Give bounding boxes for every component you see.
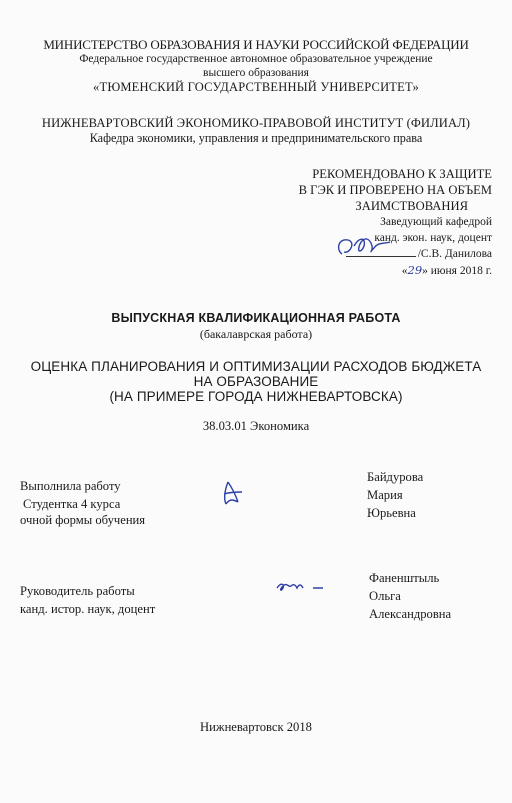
topic-line-2: НА ОБРАЗОВАНИЕ: [193, 374, 319, 389]
topic-line-3: (НА ПРИМЕРЕ ГОРОДА НИЖНЕВАРТОВСКА): [109, 389, 403, 404]
approval-degree: канд. экон. наук, доцент: [374, 232, 492, 244]
head-signature-icon: [330, 232, 400, 262]
approval-date-day: 29: [407, 263, 423, 277]
supervisor-name: [369, 569, 451, 623]
supervisor-surname: Фаненштыль: [369, 571, 440, 585]
approval-date: «29» июня 2018 г.: [401, 263, 492, 277]
supervisor-labels: [20, 582, 155, 618]
work-type: ВЫПУСКНАЯ КВАЛИФИКАЦИОННАЯ РАБОТА: [111, 311, 401, 325]
author-surname: Байдурова: [367, 470, 424, 484]
author-labels: [20, 477, 145, 529]
author-patronymic: Юрьевна: [367, 506, 416, 520]
author-name: [367, 468, 423, 522]
supervisor-first-name: Ольга: [369, 589, 401, 603]
author-label-1: Выполнила работу: [20, 479, 121, 493]
approval-line-1: РЕКОМЕНДОВАНО К ЗАЩИТЕ: [312, 167, 492, 181]
education-level: высшего образования: [203, 67, 309, 79]
institute-header: [0, 116, 512, 146]
institute-name: НИЖНЕВАРТОВСКИЙ ЭКОНОМИКО-ПРАВОВОЙ ИНСТИТУТ (ФИЛИАЛ): [41, 116, 471, 130]
work-title-block: [0, 310, 512, 342]
author-signature-icon: [220, 478, 244, 508]
supervisor-signature-icon: [275, 578, 325, 598]
work-topic: [0, 359, 512, 404]
university-name: «ТЮМЕНСКИЙ ГОСУДАРСТВЕННЫЙ УНИВЕРСИТЕТ»: [93, 80, 419, 94]
approval-line-3: ЗАИМСТВОВАНИЯ: [355, 199, 468, 213]
supervisor-label-2: канд. истор. наук, доцент: [20, 602, 156, 616]
author-first-name: Мария: [367, 488, 403, 502]
approval-block: [252, 166, 492, 279]
work-kind: (бакалаврская работа): [199, 327, 313, 341]
specialty: 38.03.01 Экономика: [202, 419, 310, 433]
ministry-header: [0, 38, 512, 94]
department-name: Кафедра экономики, управления и предпринимательского права: [89, 131, 423, 145]
ministry-name: МИНИСТЕРСТВО ОБРАЗОВАНИЯ И НАУКИ РОССИЙСКОЙ ФЕДЕРАЦИИ: [43, 37, 469, 52]
university-type: Федеральное государственное автономное образовательное учреждение: [79, 53, 433, 65]
author-label-2: Студентка 4 курса: [23, 497, 121, 511]
supervisor-label-1: Руководитель работы: [20, 584, 135, 598]
author-label-3: очной формы обучения: [20, 513, 146, 527]
approval-signature-name: /С.В. Данилова: [417, 248, 492, 260]
approval-date-rest: июня 2018 г.: [430, 265, 492, 277]
approval-line-2: В ГЭК И ПРОВЕРЕНО НА ОБЪЕМ: [298, 183, 492, 197]
city-year: Нижневартовск 2018: [200, 720, 312, 734]
approval-position: Заведующий кафедрой: [380, 216, 492, 228]
topic-line-1: ОЦЕНКА ПЛАНИРОВАНИЯ И ОПТИМИЗАЦИИ РАСХОДОВ БЮДЖЕТА: [30, 359, 482, 374]
supervisor-patronymic: Александровна: [369, 607, 452, 621]
